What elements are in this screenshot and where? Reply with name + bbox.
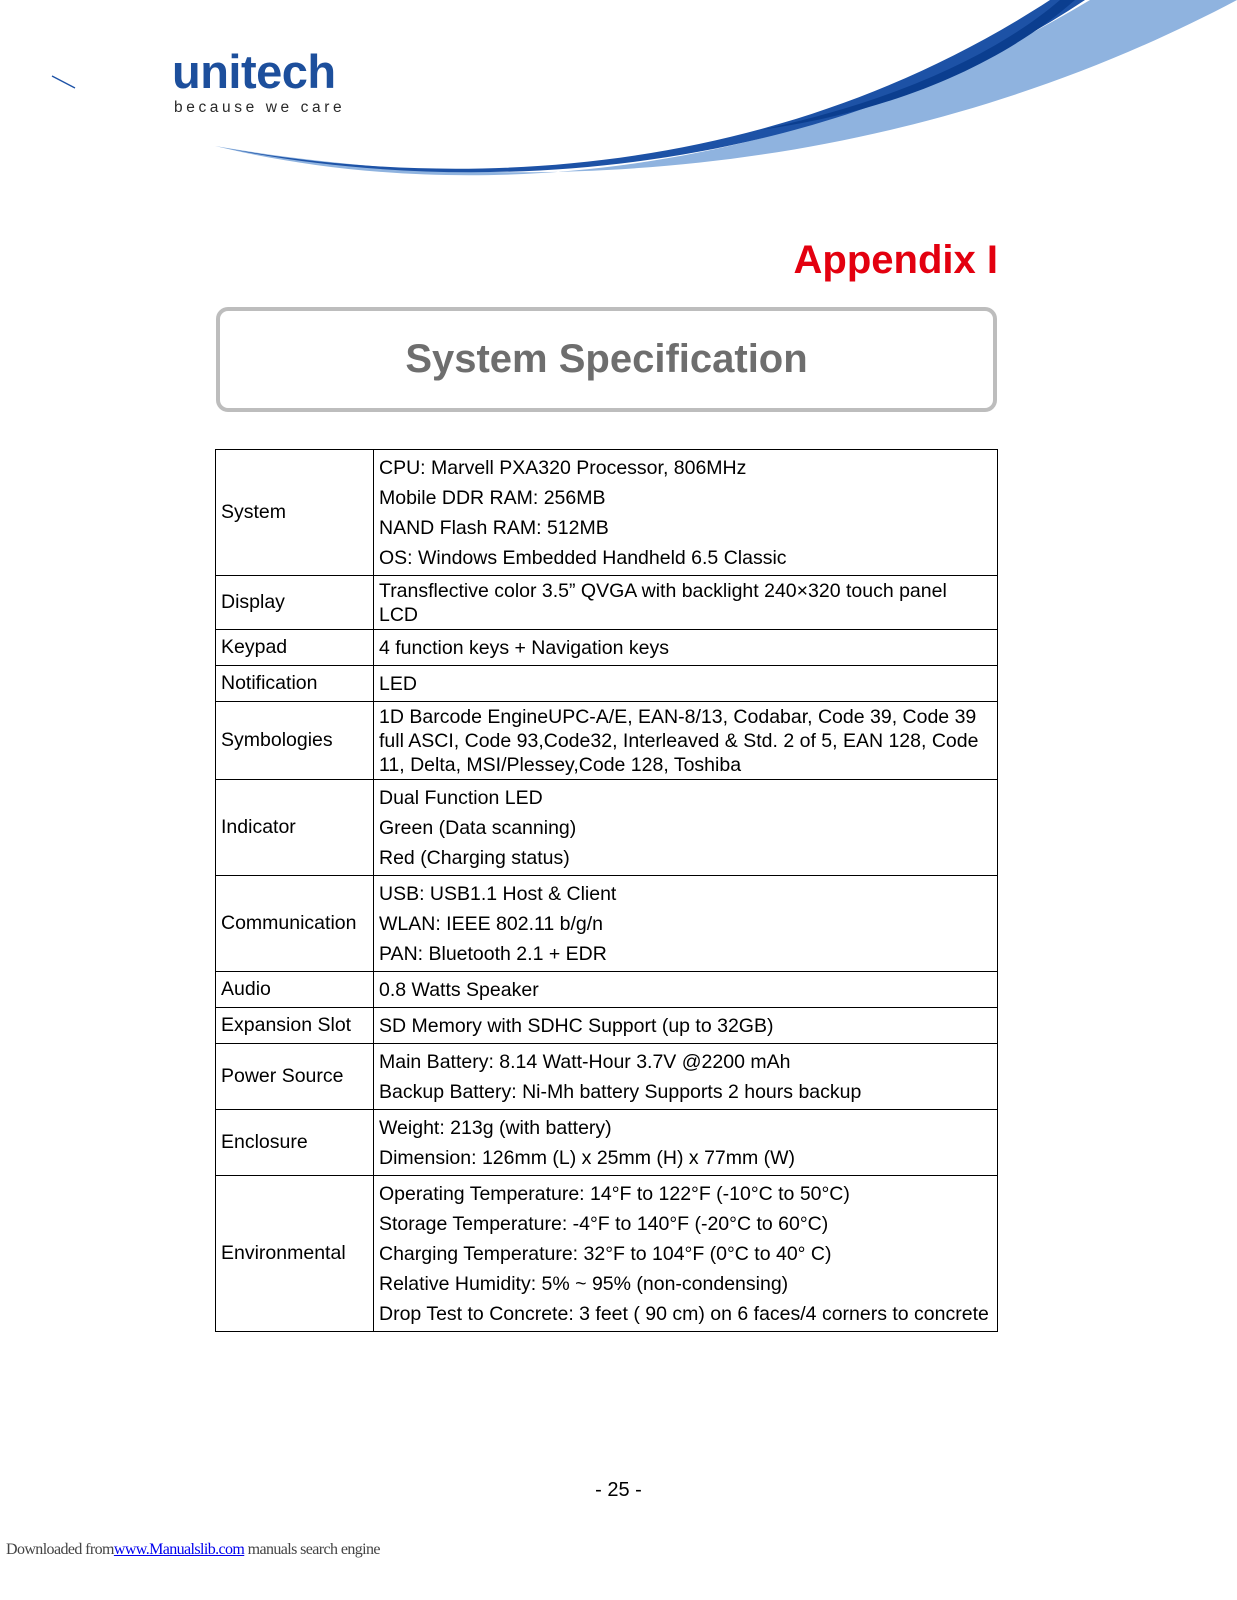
spec-value-line: Red (Charging status)	[379, 847, 570, 869]
spec-value-line: Drop Test to Concrete: 3 feet ( 90 cm) on 6 faces/4 corners to concrete	[379, 1303, 989, 1325]
footer-link[interactable]: www.Manualslib.com	[113, 1541, 245, 1558]
spec-value-line: 4 function keys + Navigation keys	[379, 637, 669, 659]
spec-value	[374, 630, 998, 666]
spec-value-line: Operating Temperature: 14°F to 122°F (-10°C to 50°C)	[379, 1183, 850, 1205]
spec-value	[374, 450, 998, 576]
spec-table	[215, 449, 998, 1332]
spec-label: Power Source	[216, 1044, 374, 1110]
spec-label: Audio	[216, 972, 374, 1008]
spec-value-line: OS: Windows Embedded Handheld 6.5 Classic	[379, 547, 787, 569]
spec-value	[374, 1008, 998, 1044]
page-number: - 25 -	[595, 1479, 642, 1501]
spec-value-line: CPU: Marvell PXA320 Processor, 806MHz	[379, 457, 747, 479]
spec-value	[374, 576, 998, 630]
spec-value-line: 1D Barcode EngineUPC-A/E, EAN-8/13, Codabar, Code 39, Code 39 full ASCI, Code 93,Code32, Interleaved & Std. 2 of 5, EAN 128, Code 11, Delta, MSI/Plessey,Code 128, Toshiba	[379, 706, 979, 776]
spec-row	[216, 780, 998, 876]
spec-value-line: Dimension: 126mm (L) x 25mm (H) x 77mm (W)	[379, 1147, 796, 1169]
spec-value-line: WLAN: IEEE 802.11 b/g/n	[379, 913, 604, 935]
spec-value-line: Charging Temperature: 32°F to 104°F (0°C to 40° C)	[379, 1243, 832, 1265]
spec-value-line: NAND Flash RAM: 512MB	[379, 517, 609, 539]
spec-label: Keypad	[216, 630, 374, 666]
spec-label: Display	[216, 576, 374, 630]
brand-tagline: because we care	[174, 99, 346, 116]
spec-label: System	[216, 450, 374, 576]
spec-label: Expansion Slot	[216, 1008, 374, 1044]
spec-value-line: USB: USB1.1 Host & Client	[379, 883, 617, 905]
footer-suffix: manuals search engine	[247, 1541, 380, 1558]
spec-value	[374, 780, 998, 876]
spec-row	[216, 1176, 998, 1332]
spec-row	[216, 876, 998, 972]
spec-value-line: Main Battery: 8.14 Watt-Hour 3.7V @2200 mAh	[379, 1051, 791, 1073]
spec-value-line: Dual Function LED	[379, 787, 543, 809]
appendix-title: Appendix I	[793, 238, 998, 282]
spec-label: Symbologies	[216, 702, 374, 780]
spec-value-line: Backup Battery: Ni-Mh battery Supports 2 hours backup	[379, 1081, 862, 1103]
section-title-box	[216, 307, 997, 412]
spec-value	[374, 876, 998, 972]
spec-row	[216, 702, 998, 780]
spec-row	[216, 1044, 998, 1110]
spec-value-line: Transflective color 3.5” QVGA with backlight 240×320 touch panel LCD	[379, 580, 947, 626]
spec-label: Indicator	[216, 780, 374, 876]
spec-value	[374, 1176, 998, 1332]
spec-label: Enclosure	[216, 1110, 374, 1176]
spec-value-line: Storage Temperature: -4°F to 140°F (-20°C to 60°C)	[379, 1213, 829, 1235]
spec-row	[216, 1110, 998, 1176]
spec-row	[216, 1008, 998, 1044]
spec-value	[374, 702, 998, 780]
spec-value	[374, 1044, 998, 1110]
spec-value-line: 0.8 Watts Speaker	[379, 979, 539, 1001]
spec-row	[216, 576, 998, 630]
spec-row	[216, 972, 998, 1008]
spec-row	[216, 450, 998, 576]
spec-value-line: LED	[379, 673, 417, 695]
spec-row	[216, 630, 998, 666]
brand-logo: unitech	[172, 45, 336, 98]
spec-label: Notification	[216, 666, 374, 702]
spec-value-line: Relative Humidity: 5% ~ 95% (non-condensing)	[379, 1273, 789, 1295]
spec-row	[216, 666, 998, 702]
spec-value-line: Mobile DDR RAM: 256MB	[379, 487, 606, 509]
footer-prefix: Downloaded from	[6, 1541, 114, 1558]
spec-value	[374, 972, 998, 1008]
spec-value	[374, 1110, 998, 1176]
spec-label: Environmental	[216, 1176, 374, 1332]
spec-label: Communication	[216, 876, 374, 972]
spec-value-line: SD Memory with SDHC Support (up to 32GB)	[379, 1015, 774, 1037]
section-title: System Specification	[405, 337, 808, 381]
spec-value-line: Weight: 213g (with battery)	[379, 1117, 612, 1139]
spec-value-line: PAN: Bluetooth 2.1 + EDR	[379, 943, 607, 965]
spec-value	[374, 666, 998, 702]
download-footer	[6, 1541, 380, 1559]
spec-value-line: Green (Data scanning)	[379, 817, 577, 839]
